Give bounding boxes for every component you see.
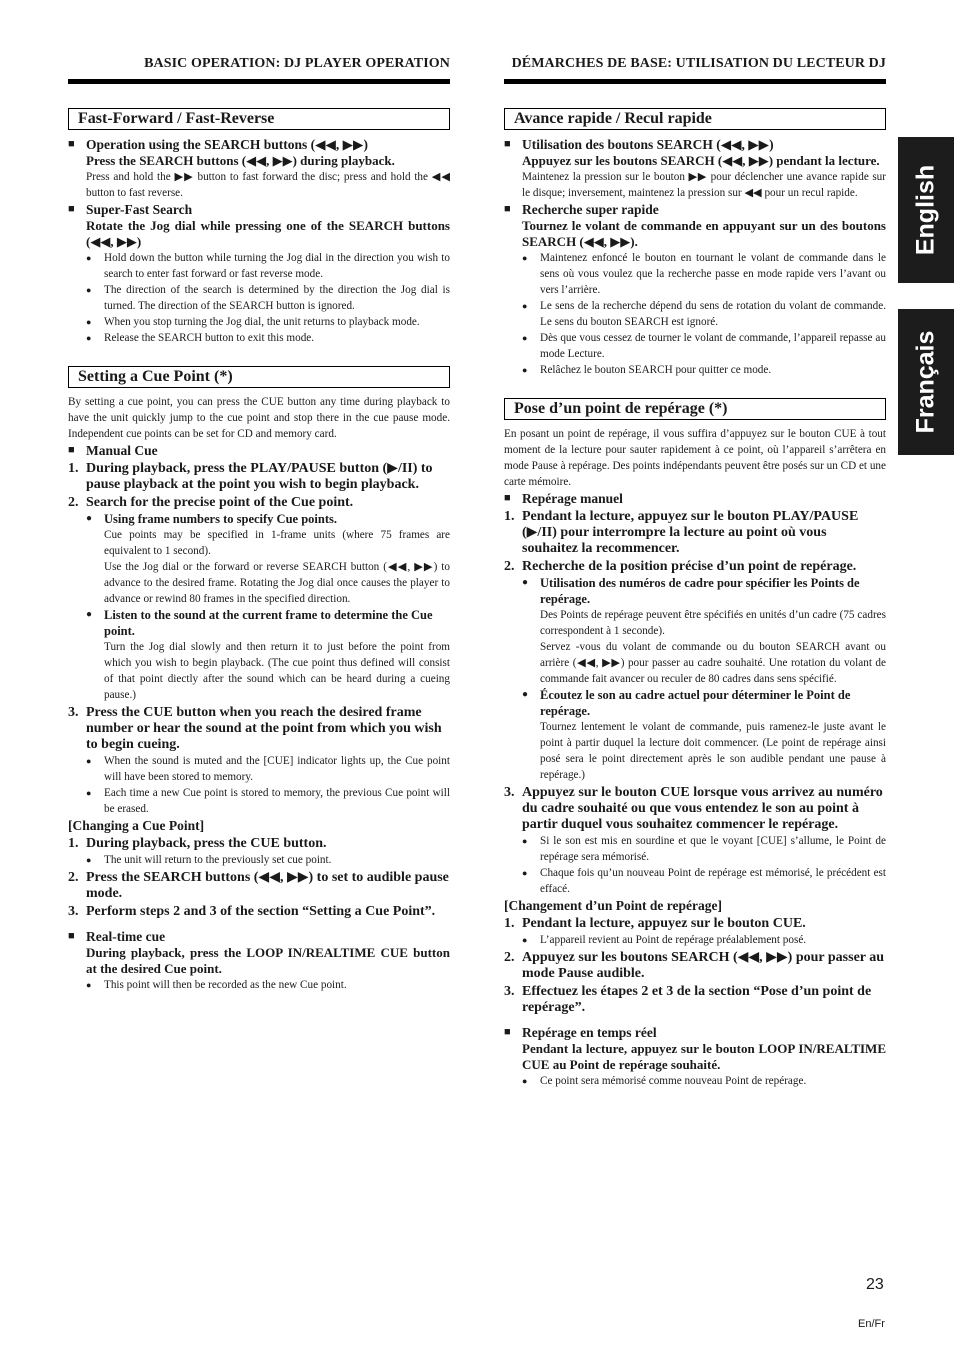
section-title-avance-rapide: Avance rapide / Recul rapide: [504, 108, 886, 130]
subheading-realtime-cue: ■ Real-time cue: [68, 928, 450, 945]
subheading-search-buttons: ■ Operation using the SEARCH buttons (◀◀, ▶▶): [68, 136, 450, 153]
bullet-frame-numbers: ● Using frame numbers to specify Cue points.: [86, 512, 337, 526]
bullet-item: ● Si le son est mis en sourdine et que le voyant [CUE] s’allume, le Point de repérage sera mémorisé.: [522, 835, 886, 863]
change-step-1: 1. Pendant la lecture, appuyez sur le bouton CUE.: [504, 916, 806, 931]
page-number: 23: [866, 1276, 884, 1293]
bullet-item: ● Relâchez le bouton SEARCH pour quitter ce mode.: [522, 364, 772, 376]
text-search-buttons: Press and hold the ▶▶ button to fast forward the disc; press and hold the ◀◀ button to fast reverse.: [86, 171, 450, 199]
text-frame-units: Cue points may be specified in 1-frame units (where 75 frames are equivalent to 1 second).: [104, 529, 450, 557]
text-frame-advance: Use the Jog dial or the forward or reverse SEARCH button (◀◀, ▶▶) to advance to the desired frame. Rotating the Jog dial once causes the player to advance or rewind 80 frames in the specified direction.: [104, 561, 450, 605]
step-1: 1. During playback, press the PLAY/PAUSE button (▶/II) to pause playback at the point you wish to begin playback.: [68, 461, 433, 492]
english-header: BASIC OPERATION: DJ PLAYER OPERATION: [68, 56, 450, 84]
text-frame-advance: Servez -vous du volant de commande ou du bouton SEARCH avant ou arrière (◀◀, ▶▶) pour passer au cadre souhaité. Une rotation du volant de commande fait avancer ou reculer de 80 cadres dans sens spécifié.: [540, 641, 886, 685]
bullet-item: ● Release the SEARCH button to exit this mode.: [86, 332, 315, 344]
instruction-search-buttons: Press the SEARCH buttons (◀◀, ▶▶) during playback.: [86, 153, 395, 168]
change-step-3: 3. Effectuez les étapes 2 et 3 de la section “Pose d’un point de repérage”.: [504, 984, 872, 1015]
subheading-manual-cue: ■ Repérage manuel: [504, 490, 886, 507]
bullet-item: ● Hold down the button while turning the Jog dial in the direction you wish to search to enter fast forward or fast reverse mode.: [86, 252, 450, 280]
bullet-item: ● The direction of the search is determined by the direction the Jog dial is turned. The direction of the SEARCH button is ignored.: [86, 284, 450, 312]
change-step-1: 1. During playback, press the CUE button.: [68, 836, 327, 851]
bullet-item: ● Ce point sera mémorisé comme nouveau Point de repérage.: [522, 1075, 807, 1087]
language-tab-francais: Français: [898, 309, 954, 455]
instruction-super-fast-search: Rotate the Jog dial while pressing one of the SEARCH buttons (◀◀, ▶▶): [86, 218, 450, 249]
bullet-listen-sound: ● Listen to the sound at the current frame to determine the Cue point.: [86, 608, 433, 638]
subheading-super-fast-search: ■ Recherche super rapide: [504, 201, 886, 218]
bullet-item: ● Maintenez enfoncé le bouton en tournant le volant de commande dans le sens où vous voulez que la recherche passe en mode rapide vers l’avant ou vers l’arrière.: [522, 252, 886, 296]
step-3: 3. Appuyez sur le bouton CUE lorsque vous arrivez au numéro du cadre souhaité ou que vous entendez le son au point à partir duquel vous souhaitez commencer le repérage.: [504, 785, 883, 832]
text-listen-sound: Tournez lentement le volant de commande, puis ramenez-le juste avant le point à partir duquel la lecture doit commencer. (Le point de repérage ainsi posé sera le point directement après le son audible pendant une pause à repérage.): [540, 721, 886, 781]
section-title-fast-forward: Fast-Forward / Fast-Reverse: [68, 108, 450, 130]
language-code: En/Fr: [858, 1318, 885, 1330]
step-1: 1. Pendant la lecture, appuyez sur le bouton PLAY/PAUSE (▶/II) pour interrompre la lecture au point où vous souhaitez la recommencer.: [504, 509, 859, 556]
section-title-cue-point: Setting a Cue Point (*): [68, 366, 450, 388]
french-header: DÉMARCHES DE BASE: UTILISATION DU LECTEUR DJ: [504, 56, 886, 84]
instruction-realtime-cue: Pendant la lecture, appuyez sur le bouton LOOP IN/REALTIME CUE au Point de repérage souhaité.: [522, 1041, 886, 1072]
bullet-item: ● Chaque fois qu’un nouveau Point de repérage est mémorisé, le précédent est effacé.: [522, 867, 886, 895]
text-frame-units: Des Points de repérage peuvent être spécifiés en unités d’un cadre (75 cadres correspondent à 1 seconde).: [540, 609, 886, 637]
bullet-listen-sound: ● Écoutez le son au cadre actuel pour déterminer le Point de repérage.: [522, 688, 851, 718]
text-search-buttons: Maintenez la pression sur le bouton ▶▶ pour déclencher une avance rapide sur le disque; inversement, maintenez la pression sur ◀◀ pour un recul rapide.: [522, 171, 886, 199]
bullet-item: ● Le sens de la recherche dépend du sens de rotation du volant de commande. Le sens du bouton SEARCH est ignoré.: [522, 300, 886, 328]
subheading-changing-cue: [Changing a Cue Point]: [68, 818, 205, 833]
subheading-changing-cue: [Changement d’un Point de repérage]: [504, 898, 722, 913]
instruction-super-fast-search: Tournez le volant de commande en appuyant sur un des boutons SEARCH (◀◀, ▶▶).: [522, 218, 886, 249]
subheading-manual-cue: ■ Manual Cue: [68, 442, 450, 459]
step-3: 3. Press the CUE button when you reach the desired frame number or hear the sound at the point from which you wish to begin cueing.: [68, 705, 442, 752]
bullet-item: ● The unit will return to the previously set cue point.: [86, 854, 332, 866]
section-title-point-repere: Pose d’un point de repérage (*): [504, 398, 886, 420]
bullet-frame-numbers: ● Utilisation des numéros de cadre pour spécifier les Points de repérage.: [522, 576, 860, 606]
change-step-3: 3. Perform steps 2 and 3 of the section “Setting a Cue Point”.: [68, 904, 436, 919]
step-2: 2. Recherche de la position précise d’un point de repérage.: [504, 559, 857, 574]
instruction-search-buttons: Appuyez sur les boutons SEARCH (◀◀, ▶▶) pendant la lecture.: [522, 153, 880, 168]
language-tab-english: English: [898, 137, 954, 283]
cue-intro-text: By setting a cue point, you can press the CUE button any time during playback to have the unit quickly jump to the cue point and stop there in the cue pause mode. Independent cue points can be set for CD and memory card.: [68, 396, 450, 440]
bullet-item: ● When the sound is muted and the [CUE] indicator lights up, the Cue point will have been stored to memory.: [86, 755, 450, 783]
step-2: 2. Search for the precise point of the Cue point.: [68, 495, 354, 510]
bullet-item: ● This point will then be recorded as the new Cue point.: [86, 979, 347, 991]
change-step-2: 2. Appuyez sur les boutons SEARCH (◀◀, ▶▶) pour passer au mode Pause audible.: [504, 950, 885, 981]
change-step-2: 2. Press the SEARCH buttons (◀◀, ▶▶) to set to audible pause mode.: [68, 870, 449, 901]
instruction-realtime-cue: During playback, press the LOOP IN/REALTIME CUE button at the desired Cue point.: [86, 945, 450, 976]
subheading-search-buttons: ■ Utilisation des boutons SEARCH (◀◀, ▶▶): [504, 136, 886, 153]
bullet-item: ● L’appareil revient au Point de repérage préalablement posé.: [522, 934, 807, 946]
english-column: [68, 56, 450, 993]
bullet-item: ● When you stop turning the Jog dial, the unit returns to playback mode.: [86, 316, 420, 328]
bullet-item: ● Dès que vous cessez de tourner le volant de commande, l’appareil repasse au mode Lecture.: [522, 332, 886, 360]
bullet-item: ● Each time a new Cue point is stored to memory, the previous Cue point will be erased.: [86, 787, 450, 815]
subheading-realtime-cue: ■ Repérage en temps réel: [504, 1024, 886, 1041]
french-column: [504, 56, 886, 1089]
cue-intro-text: En posant un point de repérage, il vous suffira d’appuyez sur le bouton CUE à tout moment de la lecture pour sauter rapidement à ce point, où l’appareil s’arrêtera en mode Pause à repérage. Des points indépendants peuvent être posés sur un CD et une carte mémoire.: [504, 428, 886, 488]
text-listen-sound: Turn the Jog dial slowly and then return it to just before the point from which you wish to begin playback. (The cue point thus defined will consist of that point diectly after the sound which can be heard during a cueing pause.): [104, 641, 450, 701]
subheading-super-fast-search: ■ Super-Fast Search: [68, 201, 450, 218]
